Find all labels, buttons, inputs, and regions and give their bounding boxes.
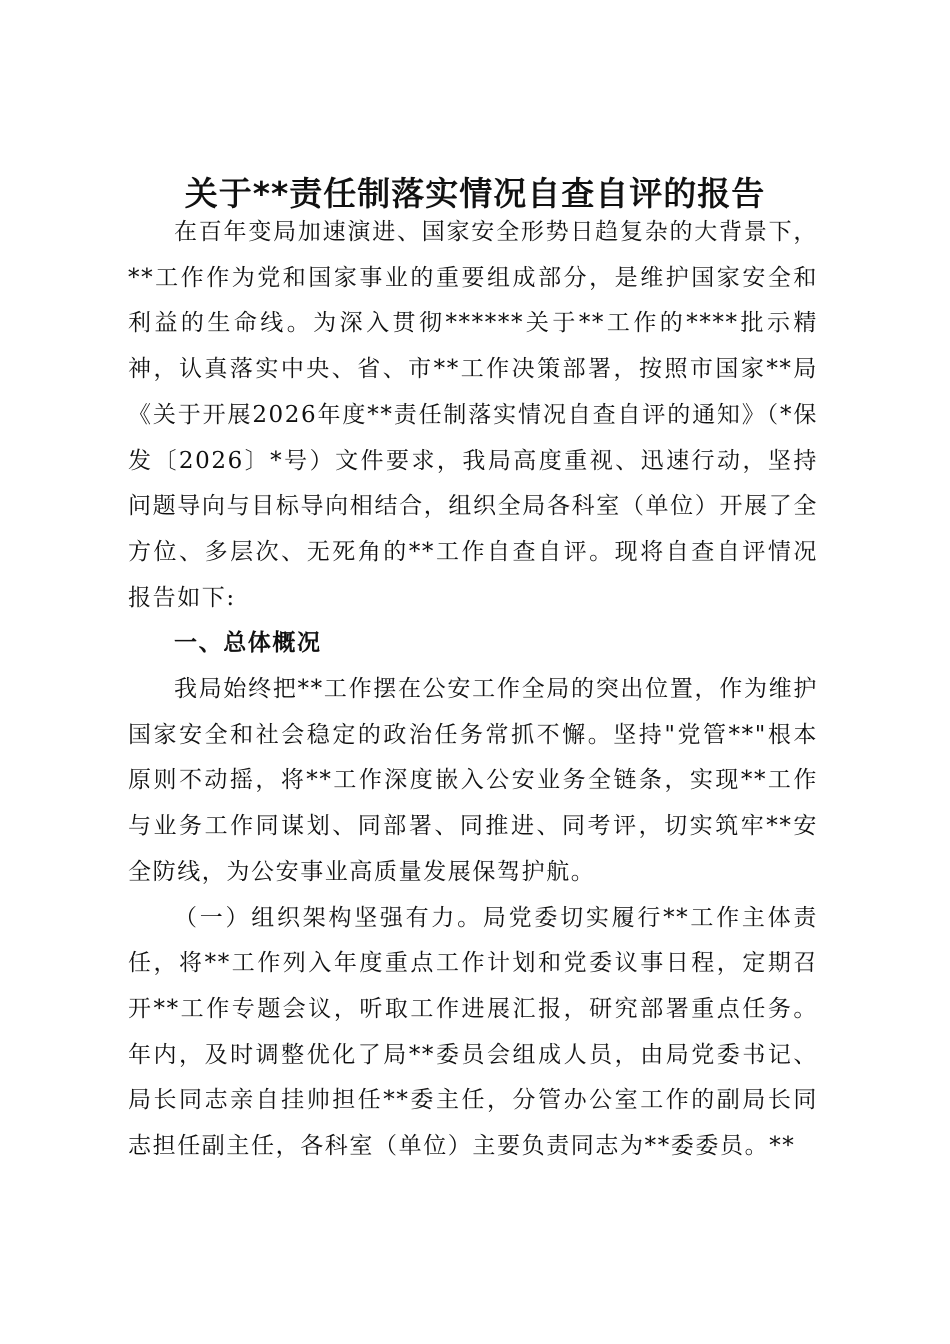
- section-heading-overview: 一、总体概况: [174, 630, 322, 657]
- intro-paragraph: 在百年变局加速演进、国家安全形势日趋复杂的大背景下，**工作作为党和国家事业的重要组成部分，是维护国家安全和利益的生命线。为深入贯彻******关于**工作的****批示精神，认真落实中央、省、市**工作决策部署，按照市国家**局《关于开展2026年度**责任制落实情况自查自评的通知》（*保发〔2026〕*号）文件要求，我局高度重视、迅速行动，坚持问题导向与目标导向相结合，组织全局各科室（单位）开展了全方位、多层次、无死角的**工作自查自评。现将自查自评情况报告如下:: [128, 219, 818, 611]
- organization-paragraph: （一）组织架构坚强有力。局党委切实履行**工作主体责任，将**工作列入年度重点工作计划和党委议事日程，定期召开**工作专题会议，听取工作进展汇报，研究部署重点任务。年内，及时调整优化了局**委员会组成人员，由局党委书记、局长同志亲自挂帅担任**委主任，分管办公室工作的副局长同志担任副主任，各科室（单位）主要负责同志为**委委员。**: [128, 904, 818, 1160]
- overview-paragraph: 我局始终把**工作摆在公安工作全局的突出位置，作为维护国家安全和社会稳定的政治任务常抓不懈。坚持"党管**"根本原则不动摇，将**工作深度嵌入公安业务全链条，实现**工作与业务工作同谋划、同部署、同推进、同考评，切实筑牢**安全防线，为公安事业高质量发展保驾护航。: [128, 676, 818, 885]
- document-body: [128, 210, 818, 1170]
- document-title: 关于**责任制落实情况自查自评的报告: [184, 174, 766, 213]
